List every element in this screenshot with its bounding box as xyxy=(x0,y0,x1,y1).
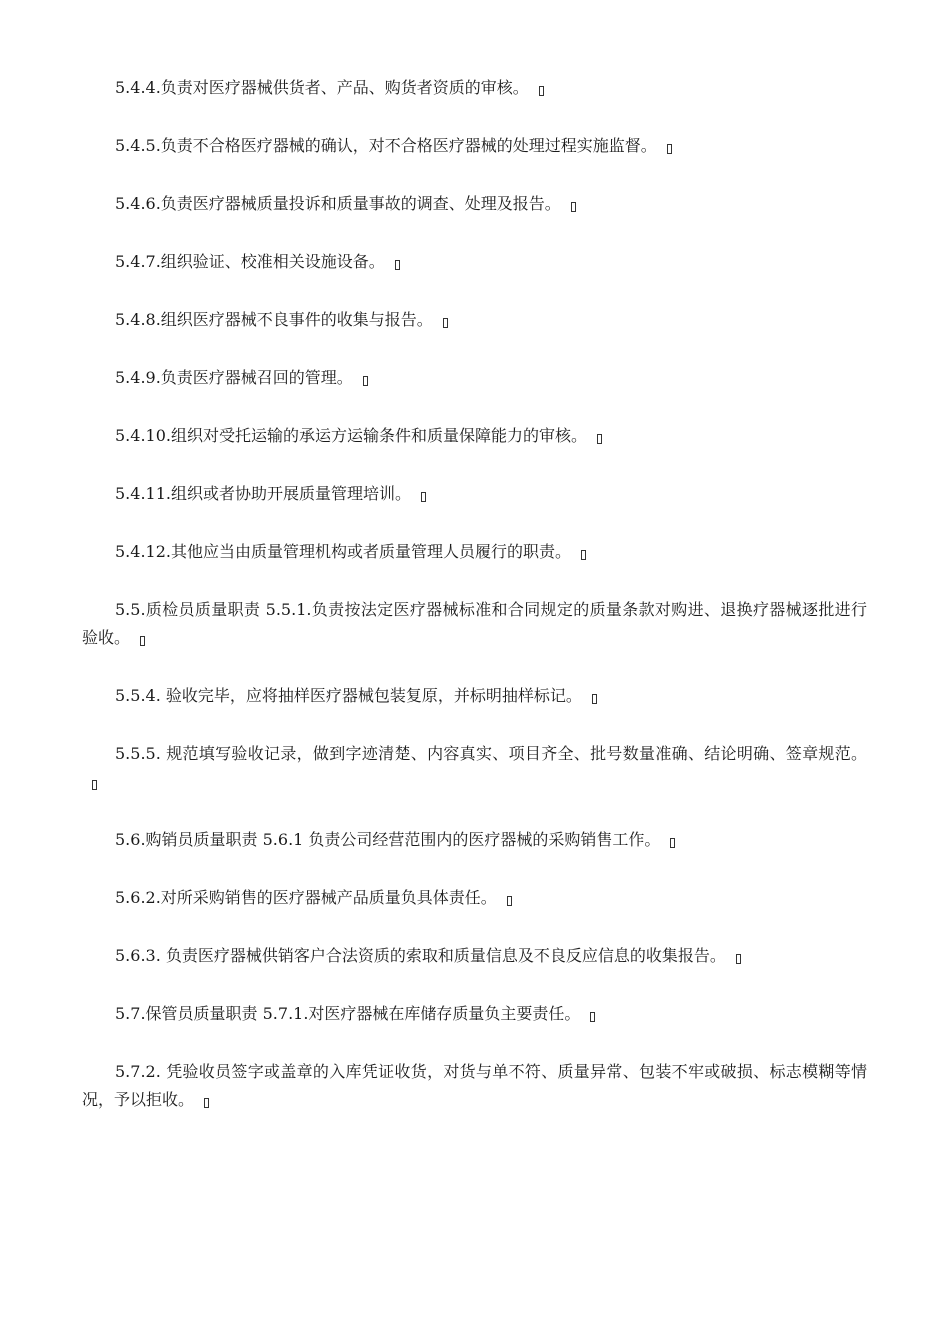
paragraph-text: 5.4.7.组织验证、校准相关设施设备。 xyxy=(115,252,385,271)
paragraph-5-5-5 xyxy=(82,740,867,796)
paragraph-mark-icon xyxy=(670,838,675,848)
paragraph-5-6-2 xyxy=(82,884,867,912)
paragraph-text: 5.6.购销员质量职责 5.6.1 负责公司经营范围内的医疗器械的采购销售工作。 xyxy=(115,830,661,849)
paragraph-text: 5.4.6.负责医疗器械质量投诉和质量事故的调查、处理及报告。 xyxy=(115,194,561,213)
paragraph-mark-icon xyxy=(507,896,512,906)
paragraph-mark-icon xyxy=(667,144,672,154)
paragraph-5-4-5 xyxy=(82,132,867,160)
paragraph-mark-icon xyxy=(581,550,586,560)
paragraph-mark-icon xyxy=(590,1012,595,1022)
paragraph-mark-icon xyxy=(592,694,597,704)
paragraph-text: 5.4.9.负责医疗器械召回的管理。 xyxy=(115,368,353,387)
paragraph-5-4-6 xyxy=(82,190,867,218)
paragraph-mark-icon xyxy=(597,434,602,444)
paragraph-5-7-2 xyxy=(82,1058,867,1114)
paragraph-5-4-9 xyxy=(82,364,867,392)
paragraph-text: 5.7.2. 凭验收员签字或盖章的入库凭证收货，对货与单不符、质量异常、包装不牢或破损、标志模糊等情况，予以拒收。 xyxy=(82,1062,867,1109)
paragraph-text: 5.4.5.负责不合格医疗器械的确认，对不合格医疗器械的处理过程实施监督。 xyxy=(115,136,657,155)
paragraph-5-7 xyxy=(82,1000,867,1028)
paragraph-5-4-10 xyxy=(82,422,867,450)
paragraph-text: 5.4.4.负责对医疗器械供货者、产品、购货者资质的审核。 xyxy=(115,78,529,97)
paragraph-text: 5.4.11.组织或者协助开展质量管理培训。 xyxy=(115,484,411,503)
paragraph-mark-icon xyxy=(421,492,426,502)
paragraph-mark-icon xyxy=(92,780,97,790)
paragraph-5-4-4 xyxy=(82,74,867,102)
paragraph-text: 5.5.4. 验收完毕，应将抽样医疗器械包装复原，并标明抽样标记。 xyxy=(115,686,582,705)
paragraph-mark-icon xyxy=(571,202,576,212)
paragraph-text: 5.4.12.其他应当由质量管理机构或者质量管理人员履行的职责。 xyxy=(115,542,571,561)
paragraph-text: 5.4.8.组织医疗器械不良事件的收集与报告。 xyxy=(115,310,433,329)
paragraph-mark-icon xyxy=(443,318,448,328)
paragraph-text: 5.6.3. 负责医疗器械供销客户合法资质的索取和质量信息及不良反应信息的收集报告。 xyxy=(115,946,726,965)
paragraph-text: 5.7.保管员质量职责 5.7.1.对医疗器械在库储存质量负主要责任。 xyxy=(115,1004,581,1023)
paragraph-5-4-11 xyxy=(82,480,867,508)
paragraph-text: 5.5.质检员质量职责 5.5.1.负责按法定医疗器械标准和合同规定的质量条款对购进、退换疗器械逐批进行验收。 xyxy=(82,600,867,647)
paragraph-mark-icon xyxy=(539,86,544,96)
paragraph-5-6 xyxy=(82,826,867,854)
paragraph-5-5-4 xyxy=(82,682,867,710)
paragraph-mark-icon xyxy=(140,636,145,646)
paragraph-text: 5.5.5. 规范填写验收记录，做到字迹清楚、内容真实、项目齐全、批号数量准确、结论明确、签章规范。 xyxy=(115,744,867,763)
paragraph-text: 5.6.2.对所采购销售的医疗器械产品质量负具体责任。 xyxy=(115,888,497,907)
paragraph-mark-icon xyxy=(363,376,368,386)
paragraph-5-4-12 xyxy=(82,538,867,566)
paragraph-5-5 xyxy=(82,596,867,652)
paragraph-text: 5.4.10.组织对受托运输的承运方运输条件和质量保障能力的审核。 xyxy=(115,426,587,445)
paragraph-5-4-7 xyxy=(82,248,867,276)
paragraph-mark-icon xyxy=(395,260,400,270)
paragraph-mark-icon xyxy=(736,954,741,964)
paragraph-5-6-3 xyxy=(82,942,867,970)
paragraph-mark-icon xyxy=(204,1098,209,1108)
document-body xyxy=(82,74,867,1144)
paragraph-5-4-8 xyxy=(82,306,867,334)
